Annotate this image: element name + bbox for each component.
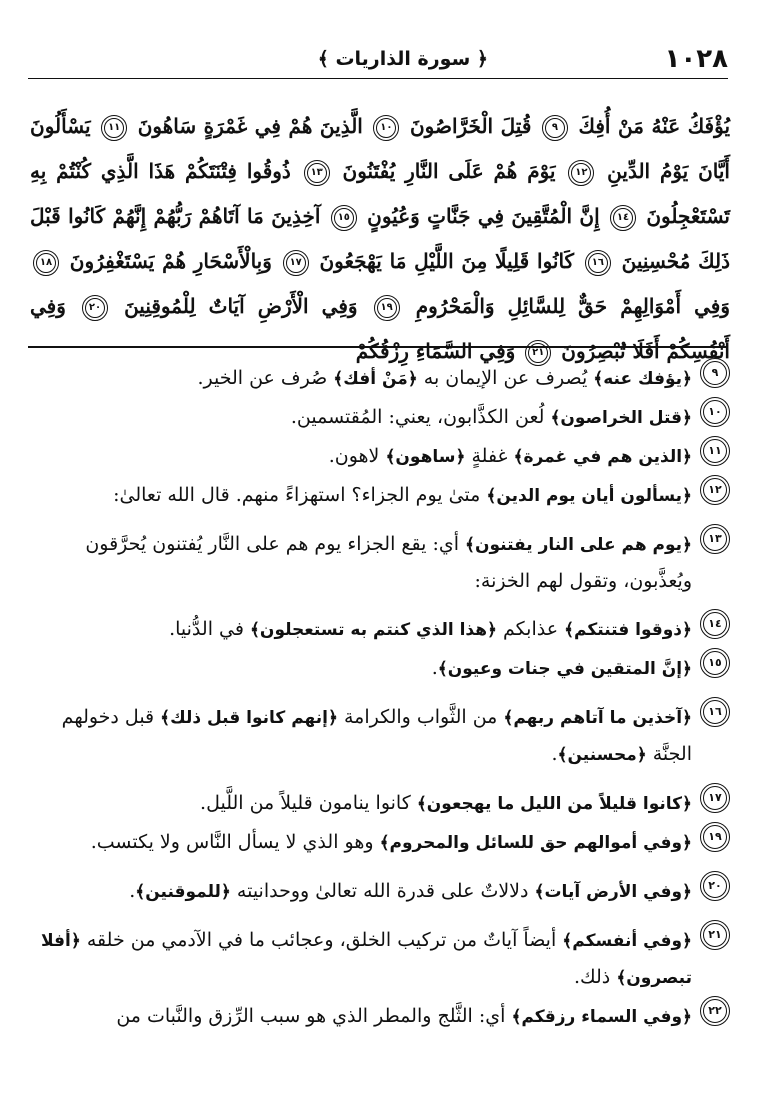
- surah-title: ﴿ سورة الذاريات ﴾: [317, 48, 488, 70]
- quoted-phrase: ﴿وفي أموالهم حق للسائل والمحروم﴾: [379, 833, 692, 853]
- explanation-text: من الثَّواب والكرامة: [337, 706, 504, 728]
- explanation-text: عذابكم: [496, 618, 565, 640]
- tafsir-text: [30, 475, 692, 514]
- verse-number-badge: ١٤: [700, 609, 730, 639]
- verse-number-marker: ٩: [542, 115, 568, 141]
- quran-phrase: آخِذِينَ مَا آتَاهُمْ رَبُّهُمْ إِنَّهُمْ كَانُوا قَبْلَ ذَلِكَ مُحْسِنِينَ: [30, 204, 731, 273]
- verse-number-marker: ١٤: [610, 205, 636, 231]
- explanation-text: .: [431, 657, 438, 679]
- quoted-phrase: ﴿يؤفك عنه﴾: [593, 369, 692, 389]
- quran-phrase: وَفِي الْأَرْضِ آيَاتٌ لِلْمُوقِنِينَ: [124, 294, 358, 318]
- quran-phrase: يُؤْفَكُ عَنْهُ مَنْ أُفِكَ: [578, 114, 731, 138]
- page-number: ١٠٢٨: [664, 44, 728, 74]
- explanation-text: أي: الثَّلج والمطر الذي هو سبب الرِّزق والنَّبات من: [116, 1005, 512, 1027]
- verse-number-marker: ٢٠: [82, 295, 108, 321]
- quran-phrase: الَّذِينَ هُمْ فِي غَمْرَةٍ سَاهُونَ: [137, 114, 363, 138]
- quoted-phrase: ﴿كانوا قليلاً من الليل ما يهجعون﴾: [416, 794, 692, 814]
- tafsir-text: [30, 436, 692, 475]
- verse-number-badge: ٢١: [700, 920, 730, 950]
- tafsir-entry: [30, 783, 730, 822]
- quran-phrase: كَانُوا قَلِيلًا مِنَ اللَّيْلِ مَا يَهْجَعُونَ: [319, 249, 575, 273]
- explanation-text: وهو الذي لا يسأل النَّاس ولا يكتسب.: [90, 831, 380, 853]
- explanation-text: .: [129, 880, 136, 902]
- quoted-phrase: ﴿للموقنين﴾: [135, 882, 231, 902]
- explanation-text: دلالاتٌ على قدرة الله تعالىٰ ووحدانيته: [230, 880, 535, 902]
- tafsir-entry: [30, 609, 730, 648]
- explanation-text: أيضاً آياتٌ من تركيب الخلق، وعجائب ما في الآدمي من خلقه: [80, 929, 563, 951]
- tafsir-text: [30, 822, 692, 861]
- verse-number-marker: ١٠: [373, 115, 399, 141]
- verse-number-marker: ١١: [101, 115, 127, 141]
- tafsir-block: [30, 358, 730, 1035]
- tafsir-text: [30, 524, 692, 599]
- quran-text-block: [30, 104, 730, 374]
- tafsir-text: [30, 697, 692, 773]
- quoted-phrase: ﴿يوم هم على النار يفتنون﴾: [465, 535, 692, 555]
- verse-number-marker: ١٨: [33, 250, 59, 276]
- verse-number-badge: ١٠: [700, 397, 730, 427]
- verse-number-marker: ١٣: [304, 160, 330, 186]
- explanation-text: يُصرف عن الإيمان به: [417, 367, 594, 389]
- verse-number-badge: ١١: [700, 436, 730, 466]
- quran-phrase: قُتِلَ الْخَرَّاصُونَ: [409, 114, 532, 138]
- quoted-phrase: ﴿هذا الذي كنتم به تستعجلون﴾: [249, 620, 497, 640]
- verse-number-badge: ١٧: [700, 783, 730, 813]
- quran-phrase: إِنَّ الْمُتَّقِينَ فِي جَنَّاتٍ وَعُيُونٍ: [367, 204, 600, 228]
- tafsir-entry: [30, 822, 730, 861]
- verse-number-badge: ٢٢: [700, 996, 730, 1026]
- quran-phrase: يَسْأَلُونَ أَيَّانَ يَوْمُ الدِّينِ: [30, 114, 730, 183]
- verse-number-badge: ١٦: [700, 697, 730, 727]
- explanation-text: لاهون.: [328, 445, 386, 467]
- verse-number-marker: ٢١: [525, 340, 551, 366]
- quoted-phrase: ﴿إنهم كانوا قبل ذلك﴾: [160, 708, 338, 728]
- explanation-text: قبل دخولهم الجنَّة: [61, 706, 692, 765]
- quoted-phrase: ﴿وفي السماء رزقكم﴾: [511, 1007, 692, 1027]
- verse-number-marker: ١٢: [568, 160, 594, 186]
- explanation-text: صُرف عن الخير.: [197, 367, 334, 389]
- quran-phrase: يَوْمَ هُمْ عَلَى النَّارِ يُفْتَنُونَ: [342, 159, 556, 183]
- quoted-phrase: ﴿ذوقوا فتنتكم﴾: [564, 620, 692, 640]
- verse-number-badge: ٢٠: [700, 871, 730, 901]
- verse-number-marker: ١٥: [331, 205, 357, 231]
- tafsir-text: [30, 648, 692, 687]
- quran-phrase: وَفِي أَنْفُسِكُمْ أَفَلَا تُبْصِرُونَ: [30, 294, 730, 363]
- quoted-phrase: ﴿يسألون أيان يوم الدين﴾: [486, 486, 692, 506]
- tafsir-entry: [30, 524, 730, 599]
- explanation-text: ذلك.: [573, 966, 617, 988]
- verse-number-badge: ١٩: [700, 822, 730, 852]
- quoted-phrase: ﴿قتل الخراصون﴾: [550, 408, 692, 428]
- tafsir-text: [30, 609, 692, 648]
- explanation-text: أي: يقع الجزاء يوم هم على النَّار يُفتنون يُحرَّقون ويُعذَّبون، وتقول لهم الخزنة:: [85, 533, 692, 592]
- quoted-phrase: ﴿ساهون﴾: [385, 447, 466, 467]
- tafsir-entry: [30, 648, 730, 687]
- section-separator: [28, 346, 728, 348]
- tafsir-text: [30, 871, 692, 910]
- tafsir-entry: [30, 397, 730, 436]
- quoted-phrase: ﴿مَنْ أفك﴾: [333, 369, 418, 389]
- quoted-phrase: ﴿أفلا تبصرون﴾: [41, 931, 692, 988]
- quran-phrase: ذُوقُوا فِتْنَتَكُمْ هَذَا الَّذِي كُنْتُمْ بِهِ تَسْتَعْجِلُونَ: [30, 159, 731, 228]
- tafsir-text: [30, 358, 692, 397]
- verse-number-marker: ١٧: [283, 250, 309, 276]
- tafsir-entry: [30, 871, 730, 910]
- tafsir-text: [30, 920, 692, 996]
- explanation-text: غفلةٍ: [465, 445, 514, 467]
- explanation-text: كانوا ينامون قليلاً من اللَّيل.: [200, 792, 417, 814]
- quoted-phrase: ﴿الذين هم في غمرة﴾: [513, 447, 692, 467]
- quoted-phrase: ﴿آخذين ما آتاهم ربهم﴾: [503, 708, 692, 728]
- tafsir-entry: [30, 996, 730, 1035]
- tafsir-entry: [30, 475, 730, 514]
- header-rule: [28, 78, 728, 79]
- verse-number-badge: ١٢: [700, 475, 730, 505]
- verse-number-badge: ٩: [700, 358, 730, 388]
- tafsir-entry: [30, 697, 730, 773]
- quran-phrase: وَبِالْأَسْحَارِ هُمْ يَسْتَغْفِرُونَ: [69, 249, 272, 273]
- verse-number-marker: ١٦: [585, 250, 611, 276]
- quoted-phrase: ﴿محسنين﴾: [557, 745, 647, 765]
- tafsir-entry: [30, 920, 730, 996]
- explanation-text: في الدُّنيا.: [169, 618, 250, 640]
- explanation-text: لُعن الكذَّابون، يعني: المُقتسمين.: [290, 406, 551, 428]
- verse-number-badge: ١٣: [700, 524, 730, 554]
- tafsir-text: [30, 996, 692, 1035]
- quoted-phrase: ﴿إنَّ المتقين في جنات وعيون﴾: [437, 659, 692, 679]
- tafsir-entry: [30, 436, 730, 475]
- tafsir-text: [30, 783, 692, 822]
- quoted-phrase: ﴿وفي أنفسكم﴾: [562, 931, 692, 951]
- page-header: [28, 44, 728, 84]
- quran-phrase: وَفِي أَمْوَالِهِمْ حَقٌّ لِلسَّائِلِ وَالْمَحْرُومِ: [415, 294, 731, 318]
- explanation-text: متىٰ يوم الجزاء؟ استهزاءً منهم. قال الله تعالىٰ:: [113, 484, 487, 506]
- quran-phrase: وَفِي السَّمَاءِ رِزْقُكُمْ: [355, 339, 516, 363]
- tafsir-entry: [30, 358, 730, 397]
- verse-number-badge: ١٥: [700, 648, 730, 678]
- tafsir-text: [30, 397, 692, 436]
- explanation-text: .: [551, 743, 558, 765]
- quoted-phrase: ﴿وفي الأرض آيات﴾: [534, 882, 692, 902]
- verse-number-marker: ١٩: [374, 295, 400, 321]
